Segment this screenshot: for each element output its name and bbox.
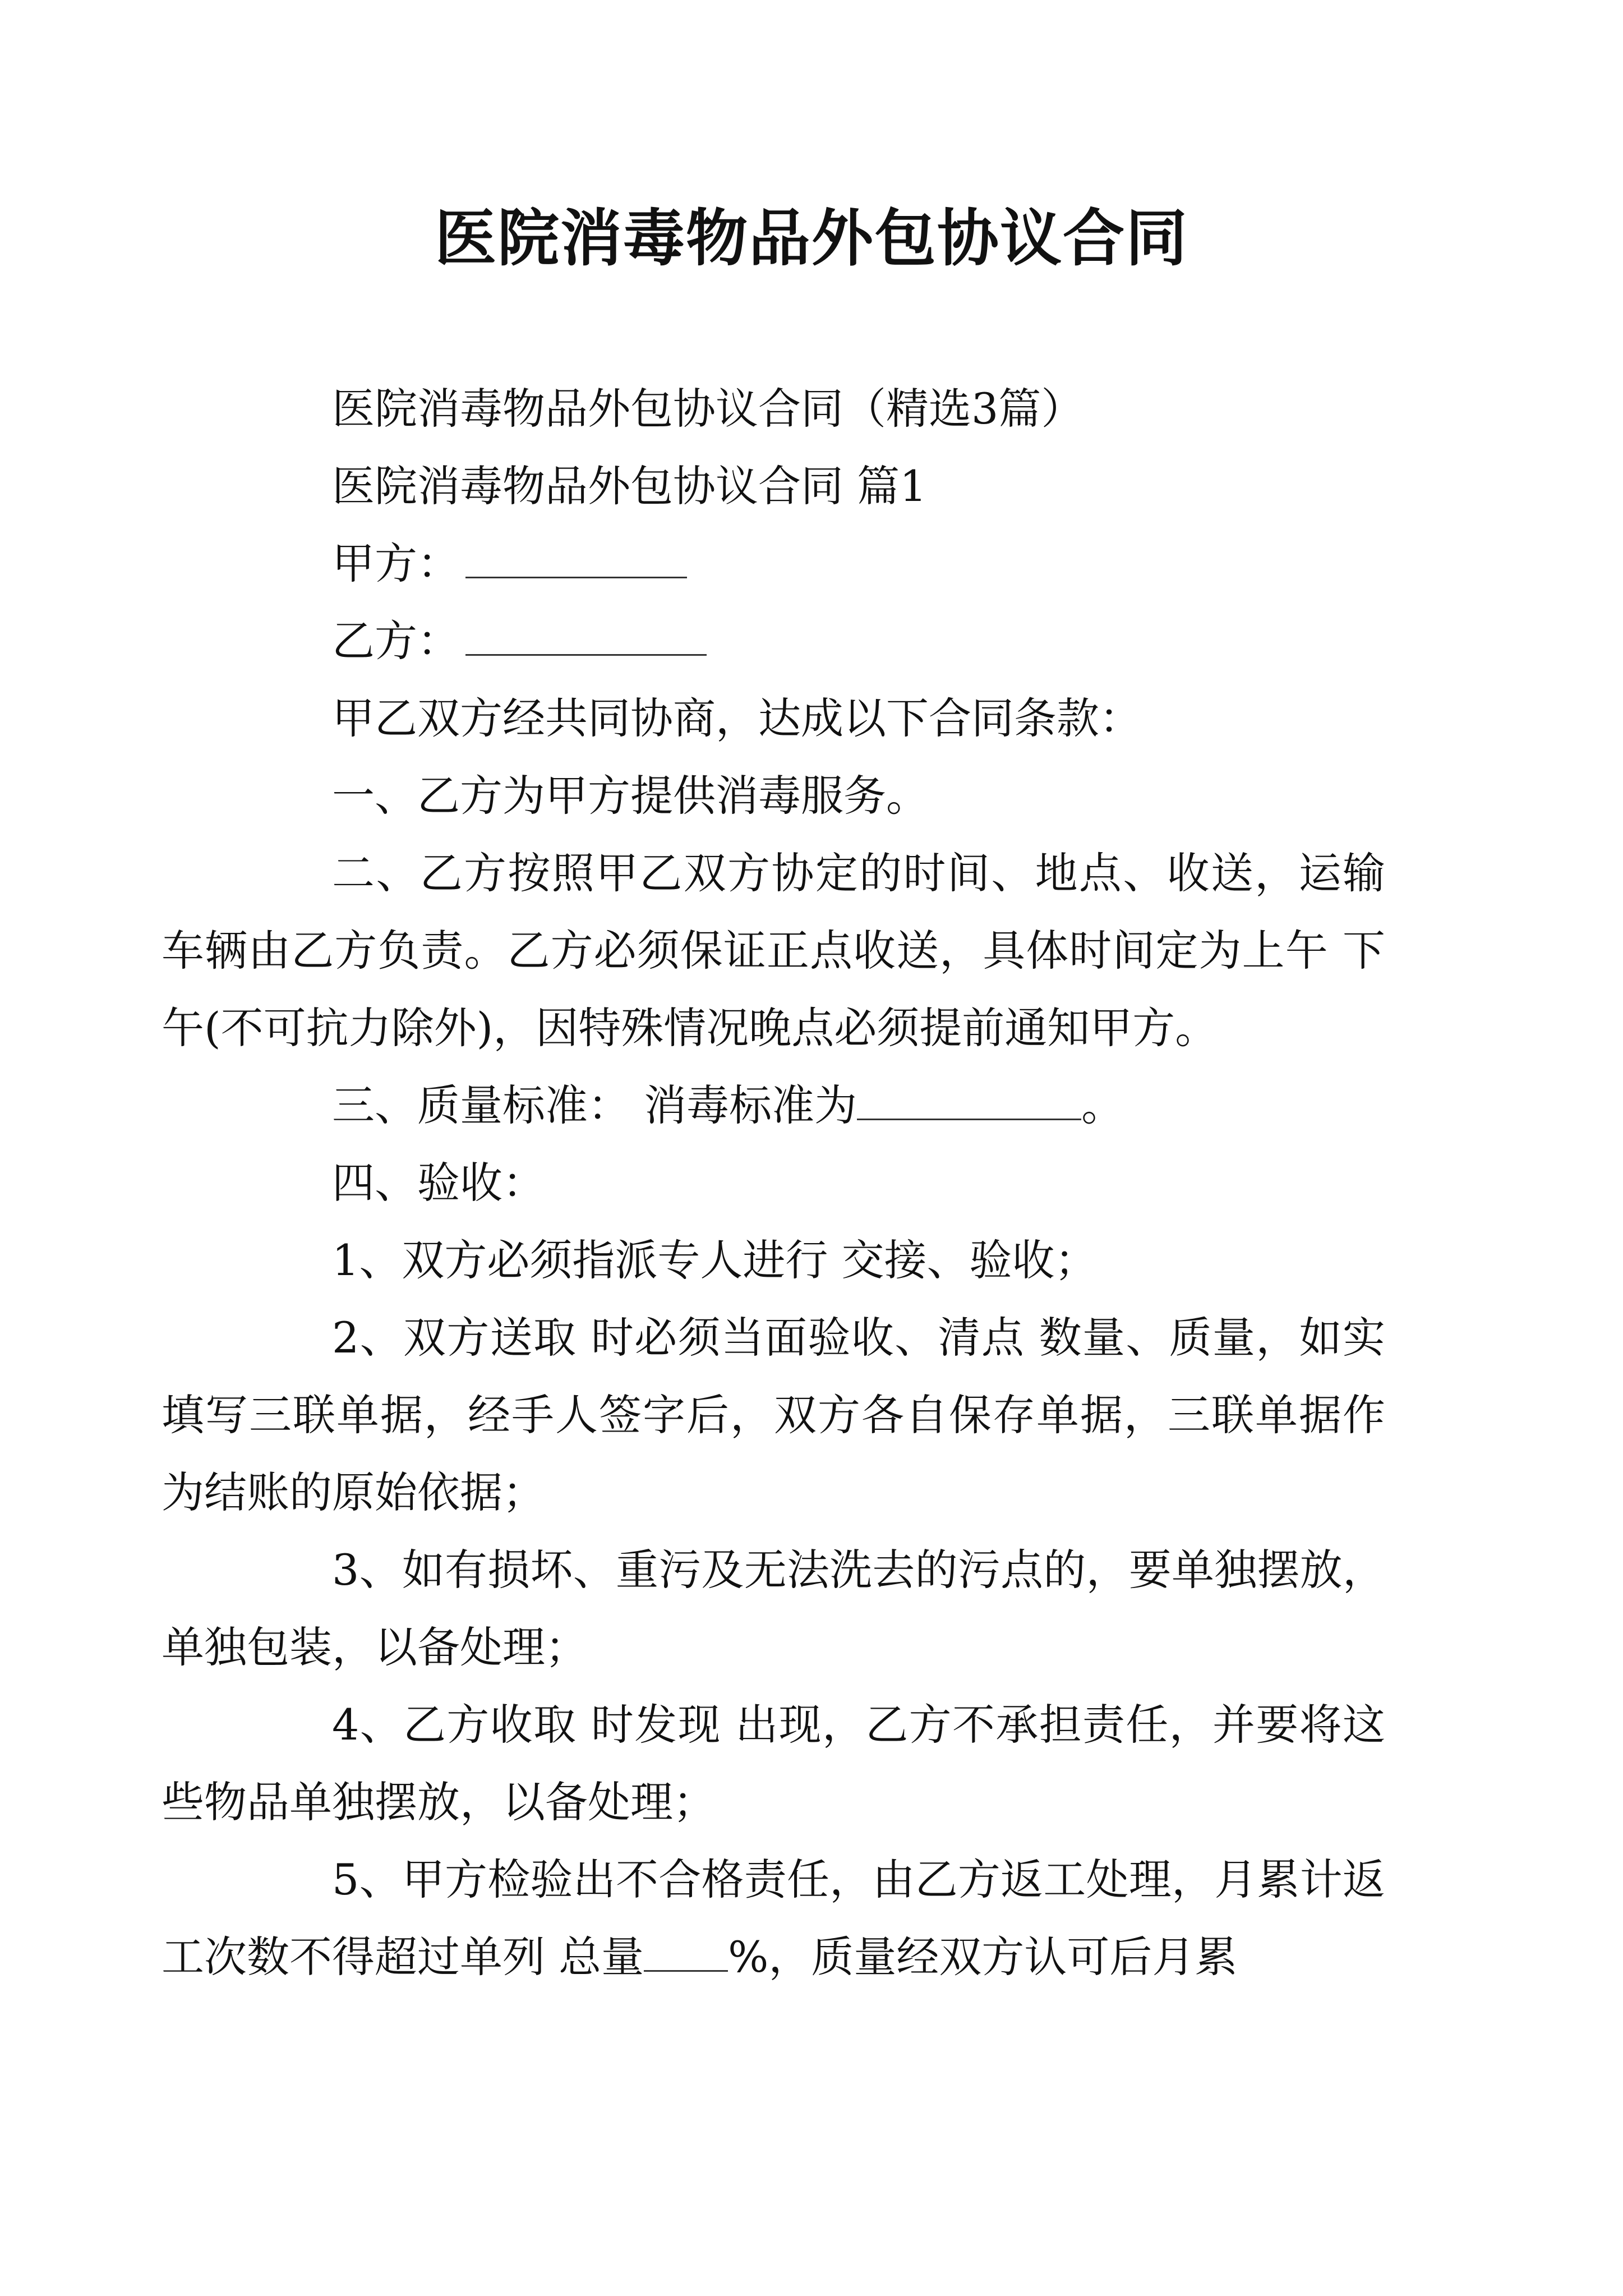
clause-1: 一、乙方为甲方提供消毒服务。 [332, 771, 929, 821]
party-b-line [247, 602, 1385, 680]
party-b-blank [465, 619, 707, 656]
party-a-label: 甲方： [332, 539, 460, 588]
item-5-suffix: %，质量经双方认可后月累 [728, 1932, 1238, 1982]
intro-paragraph: 甲乙双方经共同协商，达成以下合同条款： [332, 693, 1142, 743]
document-subtitle: 医院消毒物品外包协议合同（精选3篇） [332, 384, 1084, 434]
document-title: 医院消毒物品外包协议合同 [435, 202, 1188, 274]
clause-3 [247, 1067, 1385, 1144]
item-2: 2、双方送取 时必须当面验收、清点 数量、质量，如实填写三联单据，经手人签字后，双方各自保存单据，三联单据作为结账的原始依据； [162, 1313, 1385, 1517]
quality-standard-blank [857, 1084, 1081, 1120]
clause-4: 四、验收： [332, 1158, 545, 1208]
party-b-label: 乙方： [332, 616, 460, 666]
return-ratio-blank [644, 1935, 728, 1972]
document-body [162, 370, 1385, 1996]
item-4: 4、乙方收取 时发现 出现，乙方不承担责任，并要将这些物品单独摆放，以备处理； [162, 1700, 1385, 1827]
item-5 [162, 1841, 1385, 1996]
party-a-blank [465, 542, 687, 578]
clause-2: 二、乙方按照甲乙双方协定的时间、地点、收送，运输车辆由乙方负责。乙方必须保证正点收送，具体时间定为上午 下午(不可抗力除外)，因特殊情况晚点必须提前通知甲方。 [162, 848, 1385, 1053]
clause-3-suffix: 。 [1081, 1080, 1124, 1130]
party-a-line [247, 525, 1385, 602]
item-5-prefix: 5、甲方检验出不合格责任，由乙方返工处理，月累计返工次数不得超过单列 总量 [162, 1855, 1385, 1982]
item-1: 1、双方必须指派专人进行 交接、验收； [332, 1235, 1098, 1285]
item-3: 3、如有损坏、重污及无法洗去的污点的，要单独摆放，单独包装，以备处理； [162, 1545, 1385, 1672]
clause-3-prefix: 三、质量标准： 消毒标准为 [332, 1080, 857, 1130]
section-heading: 医院消毒物品外包协议合同 篇1 [332, 461, 927, 511]
